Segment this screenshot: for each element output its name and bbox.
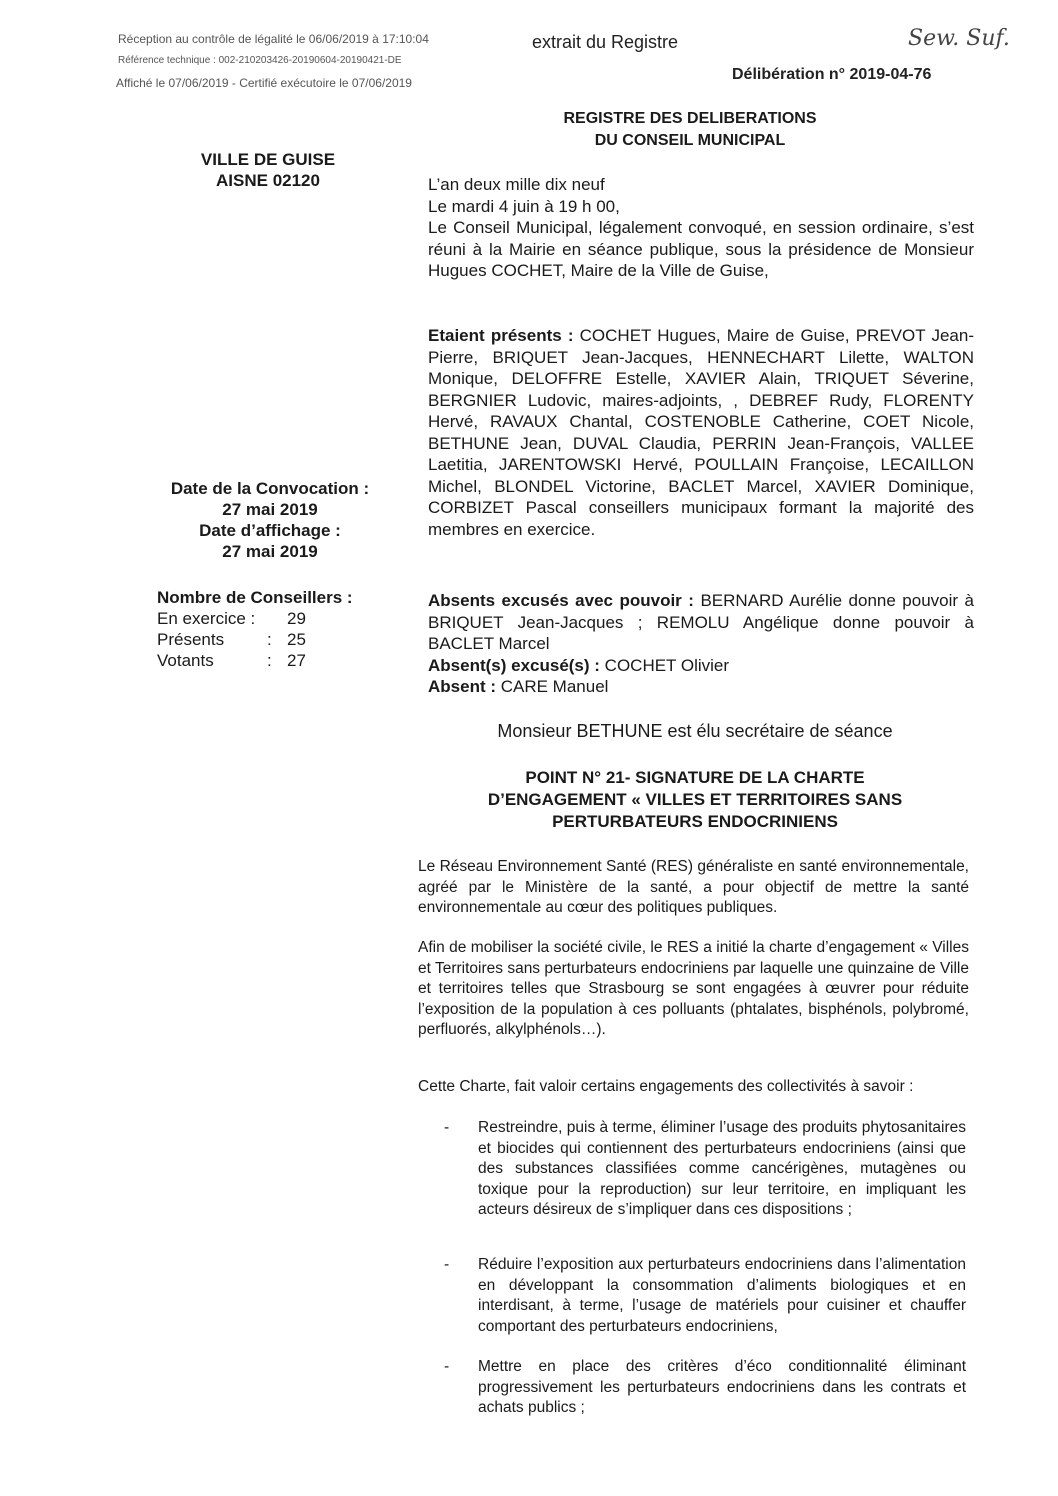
bullet-item <box>444 1118 966 1221</box>
conseillers-row-value: 29 <box>287 609 306 628</box>
point-title <box>430 767 960 833</box>
ville-name: VILLE DE GUISE <box>200 150 336 169</box>
absents-pouvoir-text: BERNARD Aurélie donne pouvoir à BRIQUET Jean-Jacques ; REMOLU Angélique donne pouvoir à BACLET Marcel <box>428 591 975 653</box>
point-title-line3: PERTURBATEURS ENDOCRINIENS <box>552 812 838 831</box>
presents-list: COCHET Hugues, Maire de Guise, PREVOT Jean-Pierre, BRIQUET Jean-Jacques, HENNECHART Lilette, WALTON Monique, DELOFFRE Estelle, XAVIER Alain, TRIQUET Séverine, BERGNIER Ludovic, maires-adjoints, , DEBREF Rudy, FLORENTY Hervé, RAVAUX Chantal, COSTENOBLE Catherine, COET Nicole, BETHUNE Jean, DUVAL Claudia, PERRIN Jean-François, VALLEE Laetitia, JARENTOWSKI Hervé, POULLAIN Françoise, LECAILLON Michel, BLONDEL Victorine, BACLET Marcel, XAVIER Dominique, CORBIZET Pascal conseillers municipaux formant la majorité des membres en exercice. <box>428 326 974 539</box>
conseillers-counts <box>157 608 397 671</box>
bullet-dash: - <box>444 1119 450 1136</box>
absents-pouvoir <box>428 590 974 655</box>
absents-excuses-text: COCHET Olivier <box>599 655 730 675</box>
bullet-item <box>444 1357 966 1419</box>
registre-title-line2: DU CONSEIL MUNICIPAL <box>594 132 786 149</box>
intro-date: Le mardi 4 juin à 19 h 00, <box>428 196 620 216</box>
secretaire-line: Monsieur BETHUNE est élu secrétaire de séance <box>497 721 893 741</box>
bullet-3 <box>444 1357 966 1419</box>
conseillers-row-sep: : <box>267 630 272 649</box>
conseillers-row-sep <box>267 608 287 629</box>
paragraph-res: Le Réseau Environnement Santé (RES) généraliste en santé environnementale, agréé par le Ministère de la santé, a pour objectif de mettre la santé environnementale au cœur des politiques publiques. <box>418 858 969 916</box>
point-title-line2: D’ENGAGEMENT « VILLES ET TERRITOIRES SANS <box>487 790 903 809</box>
absents-pouvoir-label: Absents excusés avec pouvoir : <box>428 591 694 610</box>
legality-stamp-reference: Référence technique : 002-210203426-20190604-20190421-DE <box>118 55 402 66</box>
bullet-text: Restreindre, puis à terme, éliminer l’usage des produits phytosanitaires et biocides qui contiennent des perturbateurs endocriniens (ainsi que des substances classifiées comme cancérigènes, mutagènes ou toxique pour la reproduction) sur leur territoire, en impliquant les acteurs désireux de s’impliquer dans ces dispositions ; <box>478 1119 966 1218</box>
ville-block <box>168 149 368 191</box>
affichage-date: 27 mai 2019 <box>222 542 318 561</box>
bullet-2 <box>444 1255 966 1337</box>
extrait-title: extrait du Registre <box>532 32 679 52</box>
conseillers-row-label: Présents <box>157 630 225 649</box>
convocation-date: 27 mai 2019 <box>222 500 318 519</box>
handwritten-signature: Sew. Suf. <box>908 26 1010 51</box>
bullet-dash: - <box>444 1256 450 1273</box>
convocation-block <box>140 478 400 562</box>
bullet-dash: - <box>444 1358 450 1375</box>
conseillers-row <box>157 608 397 629</box>
absent-label: Absent : <box>428 677 496 696</box>
conseillers-row-sep: : <box>267 651 272 670</box>
conseillers-row-value: 27 <box>287 651 306 670</box>
bullet-1 <box>444 1118 966 1221</box>
intro-year: L’an deux mille dix neuf <box>428 175 605 194</box>
affichage-label: Date d’affichage : <box>199 521 341 540</box>
absents-block <box>428 590 974 698</box>
absents-excuses-label: Absent(s) excusé(s) : <box>428 655 600 675</box>
paragraph-engagements: Cette Charte, fait valoir certains engagements des collectivités à savoir : <box>418 1078 914 1095</box>
conseillers-title: Nombre de Conseillers : <box>157 588 353 607</box>
presents-label: Etaient présents : <box>428 326 574 345</box>
bullet-text: Mettre en place des critères d’éco conditionnalité éliminant progressivement les perturbateurs endocriniens dans les contrats et achats publics ; <box>478 1358 966 1416</box>
conseillers-row-value: 25 <box>287 630 306 649</box>
conseillers-block <box>157 587 397 671</box>
legality-stamp-affichage: Affiché le 07/06/2019 - Certifié exécutoire le 07/06/2019 <box>116 76 412 90</box>
bullet-text: Réduire l’exposition aux perturbateurs endocriniens dans l’alimentation en développant la consommation d’aliments biologiques et en interdisant, à terme, l’usage de matériels pour cuisiner et chauffer comportant des perturbateurs endocriniens, <box>478 1256 966 1335</box>
presents-block <box>428 325 974 540</box>
intro-block <box>428 174 974 282</box>
conseillers-row <box>157 629 397 650</box>
conseillers-row <box>157 650 397 671</box>
absents-excuses <box>428 655 974 677</box>
absent <box>428 676 974 698</box>
deliberation-number: Délibération n° 2019-04-76 <box>732 66 932 83</box>
conseillers-row-label: Votants <box>157 651 214 670</box>
ville-dept: AISNE 02120 <box>216 171 320 190</box>
absent-text: CARE Manuel <box>496 677 609 696</box>
intro-text: Le Conseil Municipal, légalement convoqué, en session ordinaire, s’est réuni à la Mairie en séance publique, sous la présidence de Monsieur Hugues COCHET, Maire de la Ville de Guise, <box>428 218 974 280</box>
bullet-item <box>444 1255 966 1337</box>
legality-stamp-reception: Réception au contrôle de légalité le 06/06/2019 à 17:10:04 <box>118 32 429 46</box>
convocation-label: Date de la Convocation : <box>170 479 370 498</box>
registre-title <box>520 108 860 152</box>
conseillers-row-label: En exercice : <box>157 609 256 628</box>
point-title-line1: POINT N° 21- SIGNATURE DE LA CHARTE <box>525 768 865 787</box>
registre-title-line1: REGISTRE DES DELIBERATIONS <box>563 110 817 127</box>
paragraph-charte: Afin de mobiliser la société civile, le RES a initié la charte d’engagement « Villes et Territoires sans perturbateurs endocriniens par laquelle une quinzaine de Ville et territoires telles que Strasbourg se sont engagées à œuvrer pour réduite l’exposition de la population à ces polluants (phtalates, bisphénols, polybromé, perfluorés, alkylphénols…). <box>418 939 969 1038</box>
